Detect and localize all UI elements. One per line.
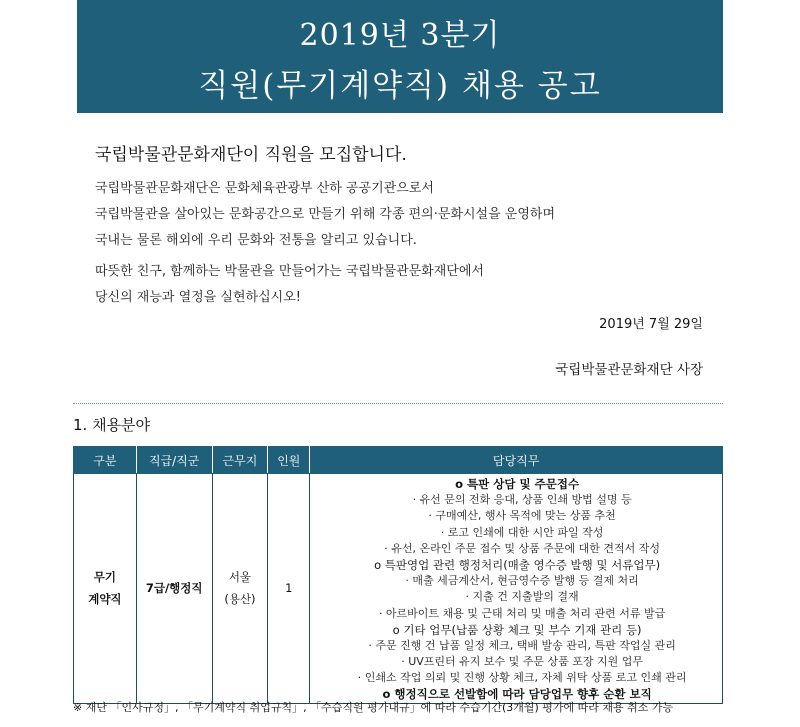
intro-heading: 국립박물관문화재단이 직원을 모집합니다.: [95, 145, 407, 165]
cell-location: [212, 474, 268, 704]
duty-item: o 행정직으로 선발함에 따라 담당업무 향후 순환 보직: [382, 687, 652, 702]
paragraph-line: 따뜻한 친구, 함께하는 박물관을 만들어가는 국립박물관문화재단에서: [95, 264, 484, 279]
header-dept: 구분: [74, 447, 137, 474]
section-divider: [73, 403, 723, 404]
intro-paragraph-2: [95, 259, 484, 311]
location-line: (용산): [224, 592, 256, 607]
duty-item: · 로고 인쇄에 대한 시안 파일 작성: [440, 525, 604, 539]
duty-item: · 구매예산, 행사 목적에 맞는 상품 추천: [428, 509, 616, 523]
header-grade: 직급/직군: [136, 447, 212, 474]
banner-title-recruitment: 직원(무기계약직) 채용 공고: [198, 68, 602, 104]
cell-duties: [310, 474, 723, 704]
header-location: 근무지: [212, 447, 268, 474]
duty-item: · 주문 진행 건 납품 일정 체크, 택배 발송 관리, 특판 작업실 관리: [368, 638, 676, 652]
paragraph-line: 국립박물관을 살아있는 문화공간으로 만들기 위해 각종 편의·문화시설을 운영하며: [95, 207, 556, 222]
duty-item: o 특판영업 관련 행정처리(매출 영수증 발행 및 서류업무): [374, 557, 661, 572]
duty-item: · 지출 건 지출발의 결재: [465, 590, 579, 604]
duty-item: · 유선, 온라인 주문 접수 및 상품 주문에 대한 견적서 작성: [384, 541, 660, 555]
table-row: [74, 474, 723, 704]
dept-line: 무기: [93, 570, 116, 585]
header-count: 인원: [268, 447, 310, 474]
banner-title-quarter: 2019년 3분기: [299, 18, 501, 53]
cell-grade: 7급/행정직: [136, 474, 212, 704]
duty-item: · 인쇄소 작업 의뢰 및 진행 상황 체크, 자체 위탁 상품 로고 인쇄 관리: [357, 671, 687, 685]
recruitment-table: [73, 446, 723, 704]
paragraph-line: 국내는 물론 해외에 우리 문화와 전통을 알리고 있습니다.: [95, 233, 417, 248]
intro-paragraph-1: [95, 176, 555, 254]
duty-item: o 기타 업무(납품 상황 체크 및 부수 기재 관리 등): [392, 622, 642, 637]
signer: 국립박물관문화재단 사장: [555, 362, 703, 378]
paragraph-line: 당신의 재능과 열정을 실현하십시오!: [95, 290, 301, 305]
paragraph-line: 국립박물관문화재단은 문화체육관광부 산하 공공기관으로서: [95, 181, 434, 196]
duty-item: · 유선 문의 전화 응대, 상품 인쇄 방법 설명 등: [412, 493, 632, 507]
cell-dept: [74, 474, 137, 704]
header-duties: 담당직무: [310, 447, 723, 474]
duty-item: · 매출 세금계산서, 현금영수증 발행 등 결제 처리: [405, 574, 639, 588]
location-line: 서울: [228, 570, 252, 585]
duty-item: · 아르바이트 채용 및 근태 처리 및 매출 처리 관련 서류 발급: [378, 606, 666, 620]
duty-item: o 특판 상담 및 주문접수: [455, 477, 580, 491]
dept-line: 계약직: [88, 592, 122, 607]
section-title: 1. 채용분야: [73, 416, 151, 434]
footnote: ※ 재단 「인사규정」, 「무기계약직 취업규칙」, 「수습직원 평가내규」에 따라 수습기간(3개월) 평가에 따라 채용 취소 가능: [73, 701, 674, 714]
duty-item: · UV프린터 유지 보수 및 주문 상품 포장 지원 업무: [401, 655, 644, 669]
title-banner: [77, 0, 723, 113]
announcement-date: 2019년 7월 29일: [599, 317, 703, 332]
table-header-row: [74, 447, 723, 474]
cell-count: 1: [268, 474, 310, 704]
